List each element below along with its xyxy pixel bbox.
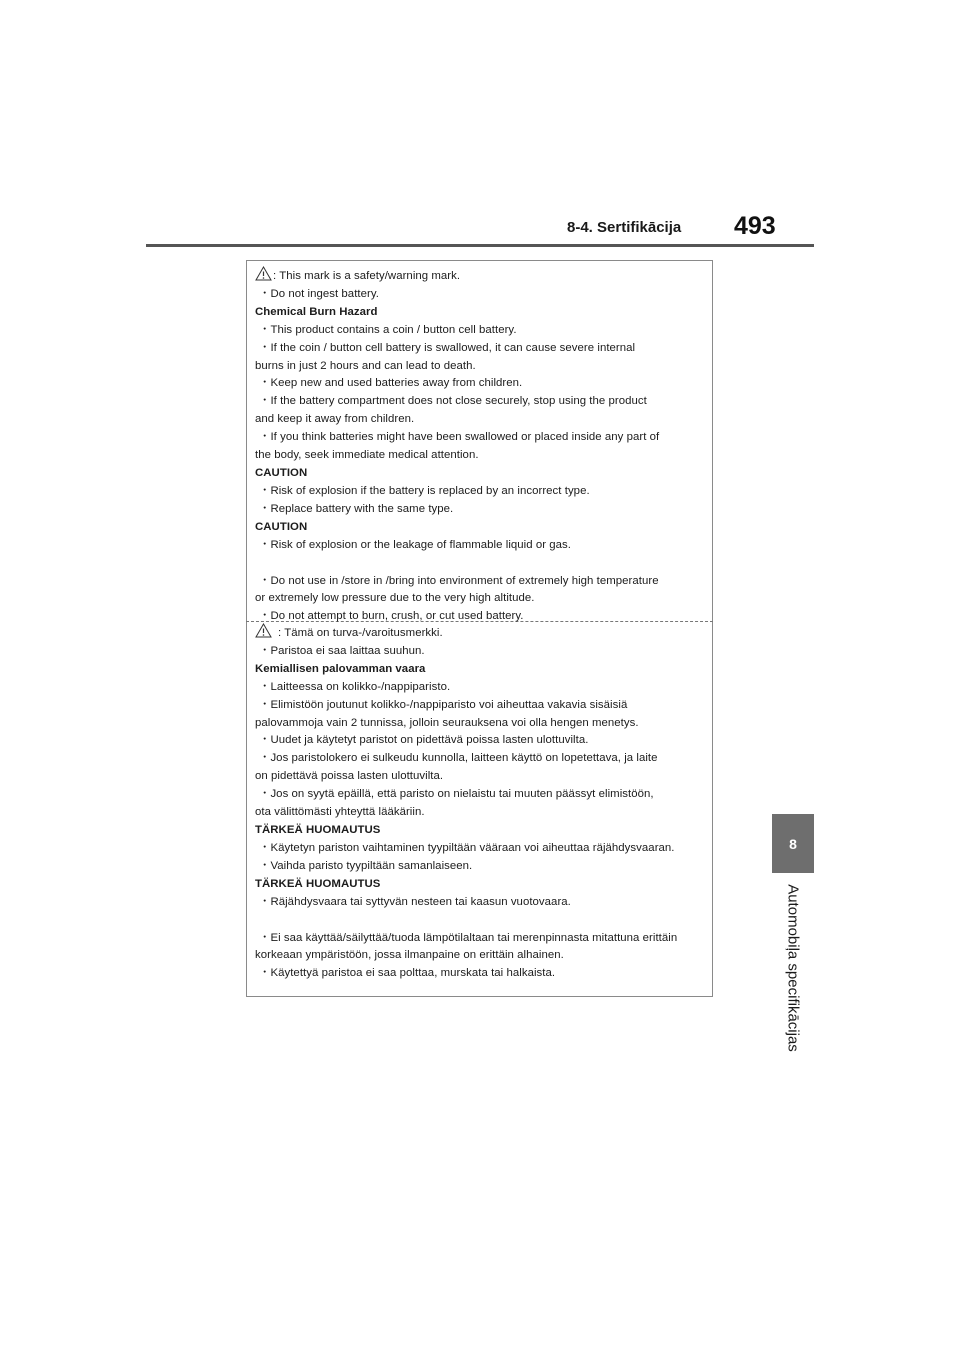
bullet-line: ・Risk of explosion if the battery is replaced by an incorrect type.	[259, 484, 590, 497]
bullet-line: ・Do not attempt to burn, crush, or cut used battery.	[259, 610, 524, 623]
english-warning-mark-text: : This mark is a safety/warning mark.	[273, 270, 461, 282]
english-warning-text	[255, 266, 710, 626]
bullet-line: ・Do not use in /store in /bring into environment of extremely high temperature	[259, 574, 659, 587]
finnish-warning-mark-text: : Tämä on turva-/varoitusmerkki.	[278, 627, 443, 639]
chapter-number: 8	[789, 835, 797, 852]
continuation-line: on pidettävä poissa lasten ulottuvilta.	[255, 770, 444, 783]
box-bottom-border	[246, 996, 713, 997]
bullet-line: ・Keep new and used batteries away from children.	[259, 377, 523, 390]
bullet-line: ・Elimistöön joutunut kolikko-/nappiparisto voi aiheuttaa vakavia sisäisiä	[259, 698, 628, 711]
section-heading: TÄRKEÄ HUOMAUTUS	[255, 823, 381, 836]
chapter-label: Automobiļa specifikācijas	[784, 884, 802, 1052]
continuation-line: korkeaan ympäristöön, jossa ilmanpaine on erittäin alhainen.	[255, 949, 564, 962]
section-heading: CAUTION	[255, 466, 308, 479]
paragraph-gap	[255, 555, 710, 573]
box-top-border	[246, 260, 713, 261]
bullet-line: ・Laitteessa on kolikko-/nappiparisto.	[259, 680, 451, 693]
bullet-line: ・Jos paristolokero ei sulkeudu kunnolla, laitteen käyttö on lopetettava, ja laite	[259, 752, 658, 765]
section-heading: Chemical Burn Hazard	[255, 305, 378, 318]
bullet-line: ・Ei saa käyttää/säilyttää/tuoda lämpötilaltaan tai merenpinnasta mitattuna erittäin	[259, 931, 678, 944]
bullet-line: ・Käytettyä paristoa ei saa polttaa, murskata tai halkaista.	[259, 967, 556, 980]
section-heading: CAUTION	[255, 520, 308, 533]
finnish-warning-text	[255, 623, 710, 983]
section-heading: Kemiallisen palovamman vaara	[255, 662, 426, 675]
bullet-line: ・Räjähdysvaara tai syttyvän nesteen tai kaasun vuotovaara.	[259, 895, 571, 908]
continuation-line: palovammoja vain 2 tunnissa, jolloin seurauksena voi olla hengen menetys.	[255, 716, 639, 729]
header-rule	[146, 244, 814, 247]
bullet-line: ・If you think batteries might have been swallowed or placed inside any part of	[259, 431, 660, 444]
bullet-line: ・Replace battery with the same type.	[259, 502, 454, 515]
warning-triangle-icon	[255, 623, 272, 638]
bullet-line: ・If the coin / button cell battery is swallowed, it can cause severe internal	[259, 341, 636, 354]
bullet-line: ・This product contains a coin / button cell battery.	[259, 323, 517, 336]
bullet-line: ・Vaihda paristo tyypiltään samanlaiseen.	[259, 859, 473, 872]
finnish-lines	[255, 643, 710, 983]
section-title: 8-4. Sertifikācija	[567, 219, 682, 236]
bullet-line: ・If the battery compartment does not close securely, stop using the product	[259, 395, 647, 408]
continuation-line: ota välittömästi yhteyttä lääkäriin.	[255, 806, 425, 819]
bullet-line: ・Uudet ja käytetyt paristot on pidettävä poissa lasten ulottuvilta.	[259, 734, 589, 747]
paragraph-gap	[255, 912, 710, 930]
page-number: 493	[734, 212, 776, 240]
continuation-line: and keep it away from children.	[255, 413, 415, 426]
bullet-line: ・Paristoa ei saa laittaa suuhun.	[259, 644, 425, 657]
section-heading: TÄRKEÄ HUOMAUTUS	[255, 877, 381, 890]
bullet-line: ・Käytetyn pariston vaihtaminen tyypiltään vääraan voi aiheuttaa räjähdysvaaran.	[259, 841, 675, 854]
finnish-warning-mark-line	[255, 623, 710, 643]
warning-triangle-icon	[255, 266, 272, 281]
chapter-tab	[772, 814, 814, 873]
continuation-line: burns in just 2 hours and can lead to death.	[255, 359, 476, 372]
bullet-line: ・Risk of explosion or the leakage of flammable liquid or gas.	[259, 538, 572, 551]
continuation-line: the body, seek immediate medical attention.	[255, 449, 479, 462]
continuation-line: or extremely low pressure due to the very high altitude.	[255, 592, 535, 605]
bullet-line: ・Jos on syytä epäillä, että paristo on nielaistu tai muuten päässyt elimistöön,	[259, 788, 654, 801]
english-warning-mark-line	[255, 266, 710, 286]
english-lines	[255, 286, 710, 626]
bullet-line: ・Do not ingest battery.	[259, 287, 379, 300]
